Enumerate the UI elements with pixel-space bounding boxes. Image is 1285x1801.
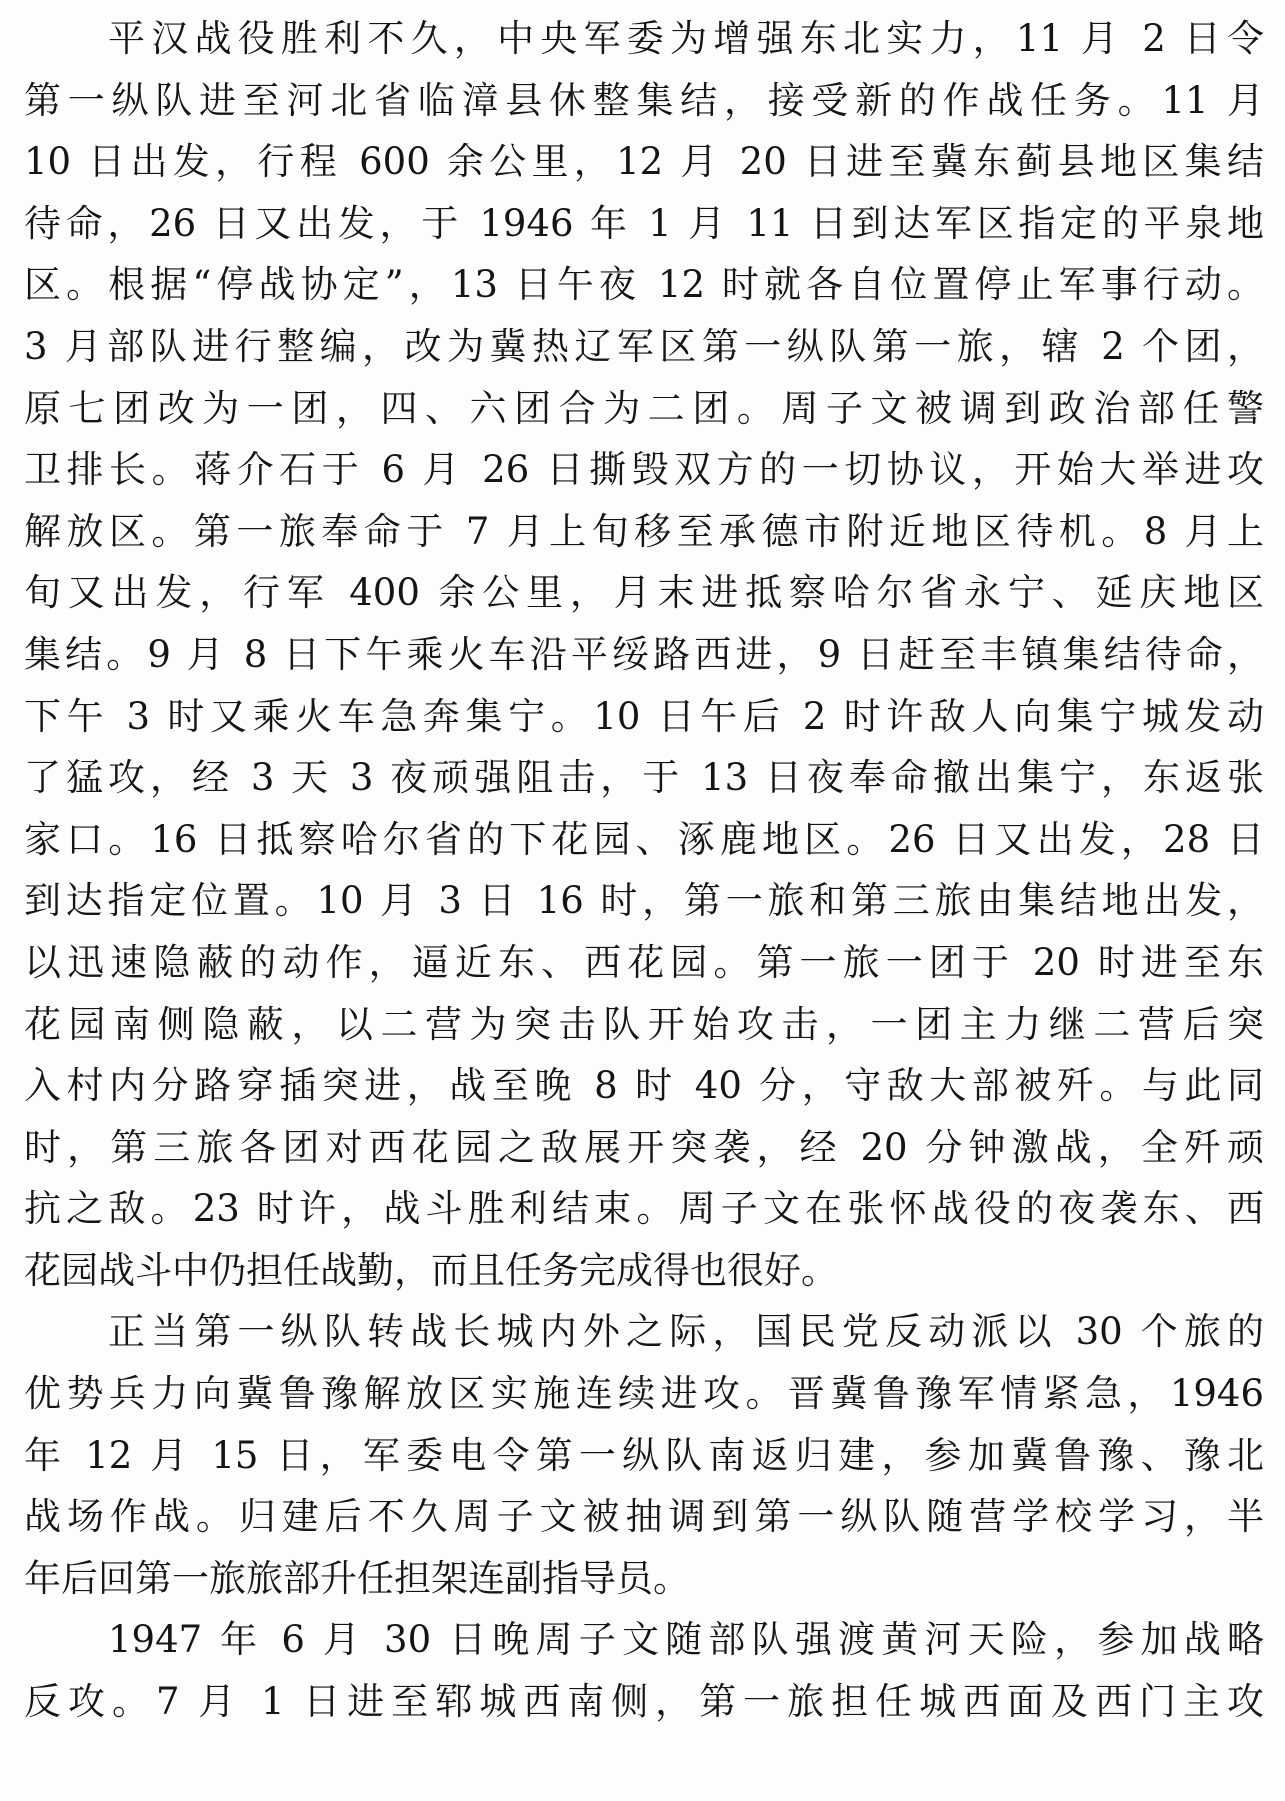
paragraph-1-line: 时，第三旅各团对西花园之敌展开突袭，经 20 分钟激战，全歼顽 [24, 1125, 1264, 1169]
paragraph-1-line: 下午 3 时又乘火车急奔集宁。10 日午后 2 时许敌人向集宁城发动 [24, 694, 1264, 738]
paragraph-1-line: 3 月部队进行整编，改为冀热辽军区第一纵队第一旅，辖 2 个团， [24, 324, 1264, 368]
body-text [24, 8, 1264, 1733]
paragraph-2-line: 优势兵力向冀鲁豫解放区实施连续进攻。晋冀鲁豫军情紧急，1946 [24, 1372, 1264, 1416]
paragraph-3-line: 反攻。7 月 1 日进至郓城西南侧，第一旅担任城西面及西门主攻 [24, 1680, 1264, 1724]
paragraph-2-line: 年 12 月 15 日，军委电令第一纵队南返归建，参加冀鲁豫、豫北 [24, 1433, 1264, 1477]
paragraph-1-line: 以迅速隐蔽的动作，逼近东、西花园。第一旅一团于 20 时进至东 [24, 940, 1264, 984]
paragraph-1-line: 花园南侧隐蔽，以二营为突击队开始攻击，一团主力继二营后突 [24, 1002, 1264, 1046]
paragraph-1-line: 旬又出发，行军 400 余公里，月末进抵察哈尔省永宁、延庆地区 [24, 571, 1264, 615]
paragraph-1-line: 花园战斗中仍担任战勤，而且任务完成得也很好。 [24, 1248, 838, 1292]
paragraph-1-line: 第一纵队进至河北省临漳县休整集结，接受新的作战任务。11 月 [24, 78, 1264, 122]
paragraph-1-line: 平汉战役胜利不久，中央军委为增强东北实力，11 月 2 日令 [108, 17, 1264, 60]
paragraph-2-line: 战场作战。归建后不久周子文被抽调到第一纵队随营学校学习，半 [24, 1495, 1264, 1539]
paragraph-1-line: 到达指定位置。10 月 3 日 16 时，第一旅和第三旅由集结地出发， [24, 879, 1264, 923]
paragraph-1-line: 待命，26 日又出发，于 1946 年 1 月 11 日到达军区指定的平泉地 [24, 201, 1264, 245]
paragraph-1-line: 解放区。第一旅奉命于 7 月上旬移至承德市附近地区待机。8 月上 [24, 509, 1264, 553]
paragraph-1-line: 区。根据“停战协定”，13 日午夜 12 时就各自位置停止军事行动。 [24, 263, 1264, 307]
paragraph-1-line: 家口。16 日抵察哈尔省的下花园、涿鹿地区。26 日又出发，28 日 [24, 817, 1264, 861]
paragraph-1-line: 集结。9 月 8 日下午乘火车沿平绥路西进，9 日赶至丰镇集结待命， [24, 632, 1264, 676]
paragraph-1-line: 卫排长。蒋介石于 6 月 26 日撕毁双方的一切协议，开始大举进攻 [24, 448, 1264, 492]
paragraph-1-line: 入村内分路穿插突进，战至晚 8 时 40 分，守敌大部被歼。与此同 [24, 1064, 1264, 1108]
paragraph-1-line: 了猛攻，经 3 天 3 夜顽强阻击，于 13 日夜奉命撤出集宁，东返张 [24, 756, 1264, 800]
paragraph-1-line: 抗之敌。23 时许，战斗胜利结束。周子文在张怀战役的夜袭东、西 [24, 1187, 1264, 1231]
paragraph-3-line: 1947 年 6 月 30 日晚周子文随部队强渡黄河天险，参加战略 [108, 1618, 1264, 1662]
paragraph-1-line: 原七团改为一团，四、六团合为二团。周子文被调到政治部任警 [24, 386, 1264, 430]
paragraph-2-line: 正当第一纵队转战长城内外之际，国民党反动派以 30 个旅的 [108, 1310, 1264, 1354]
paragraph-2-line: 年后回第一旅旅部升任担架连副指导员。 [24, 1556, 690, 1600]
paragraph-1-line: 10 日出发，行程 600 余公里，12 月 20 日进至冀东蓟县地区集结 [24, 140, 1264, 184]
